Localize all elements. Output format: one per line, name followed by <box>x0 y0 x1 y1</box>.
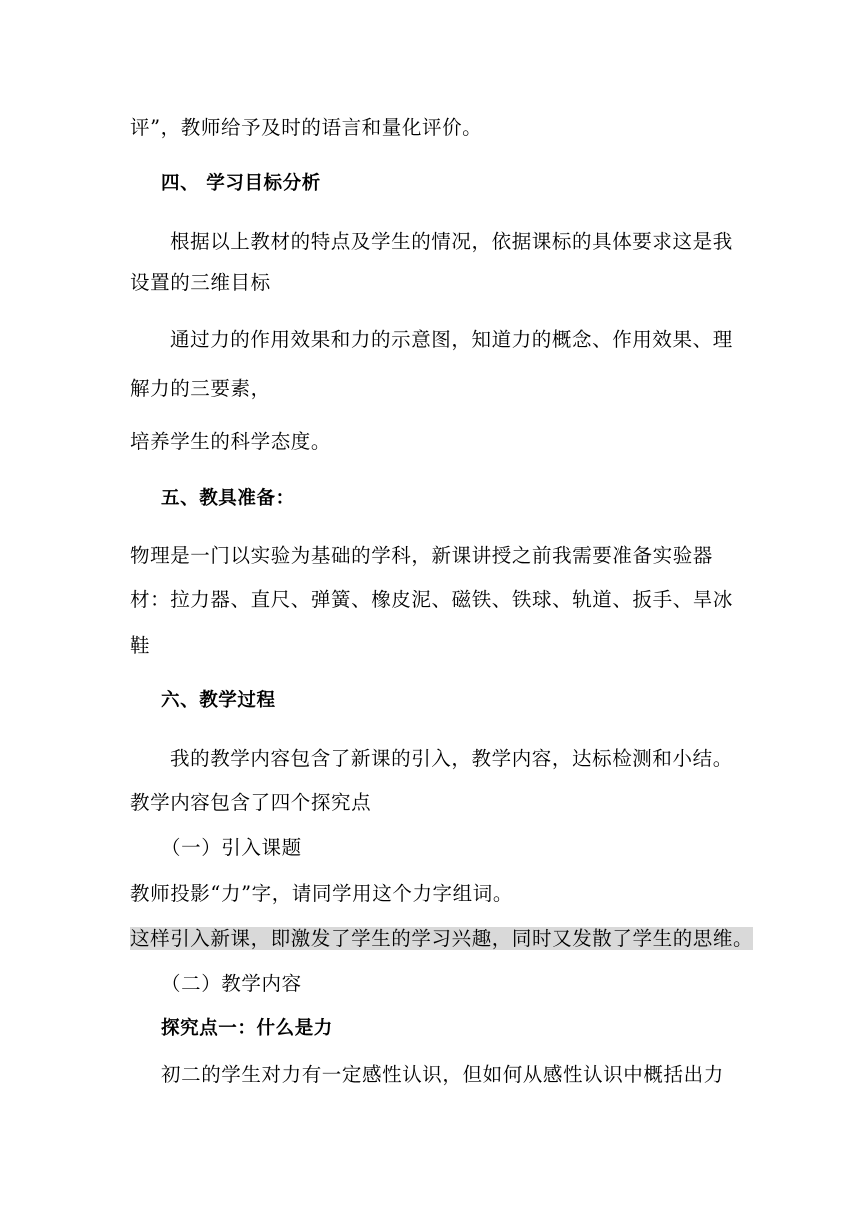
paragraph-line: 培养学生的科学态度。 <box>130 430 332 453</box>
paragraph-line: 材：拉力器、直尺、弹簧、橡皮泥、磁铁、铁球、轨道、扳手、旱冰 <box>130 588 734 611</box>
section-heading-4: 四、 学习目标分析 <box>161 173 321 194</box>
paragraph-line: 根据以上教材的特点及学生的情况，依据课标的具体要求这是我 <box>170 230 733 253</box>
subsection-heading-1: （一）引入课题 <box>161 836 302 859</box>
highlighted-line <box>130 929 753 949</box>
paragraph-line: 通过力的作用效果和力的示意图，知道力的概念、作用效果、理 <box>170 328 733 351</box>
paragraph-line: 鞋 <box>130 634 151 657</box>
paragraph-line: 设置的三维目标 <box>130 271 271 294</box>
section-heading-5: 五、教具准备： <box>161 488 295 509</box>
paragraph-line: 评”，教师给予及时的语言和量化评价。 <box>130 116 483 139</box>
paragraph-line: 初二的学生对力有一定感性认识，但如何从感性认识中概括出力 <box>161 1063 724 1086</box>
highlight-span: 这样引入新课，即激发了学生的学习兴趣，同时又发散了学生的思维。 <box>130 927 754 950</box>
section-heading-6: 六、教学过程 <box>161 690 276 711</box>
paragraph-line: 解力的三要素， <box>130 377 271 400</box>
paragraph-line: 我的教学内容包含了新课的引入，教学内容，达标检测和小结。 <box>170 747 733 770</box>
inquiry-point-heading: 探究点一：什么是力 <box>161 1018 333 1039</box>
paragraph-line: 教师投影“力”字，请同学用这个力字组词。 <box>130 882 513 905</box>
paragraph-line: 教学内容包含了四个探究点 <box>130 791 372 814</box>
subsection-heading-2: （二）教学内容 <box>161 972 302 995</box>
paragraph-line: 物理是一门以实验为基础的学科，新课讲授之前我需要准备实验器 <box>130 544 713 567</box>
